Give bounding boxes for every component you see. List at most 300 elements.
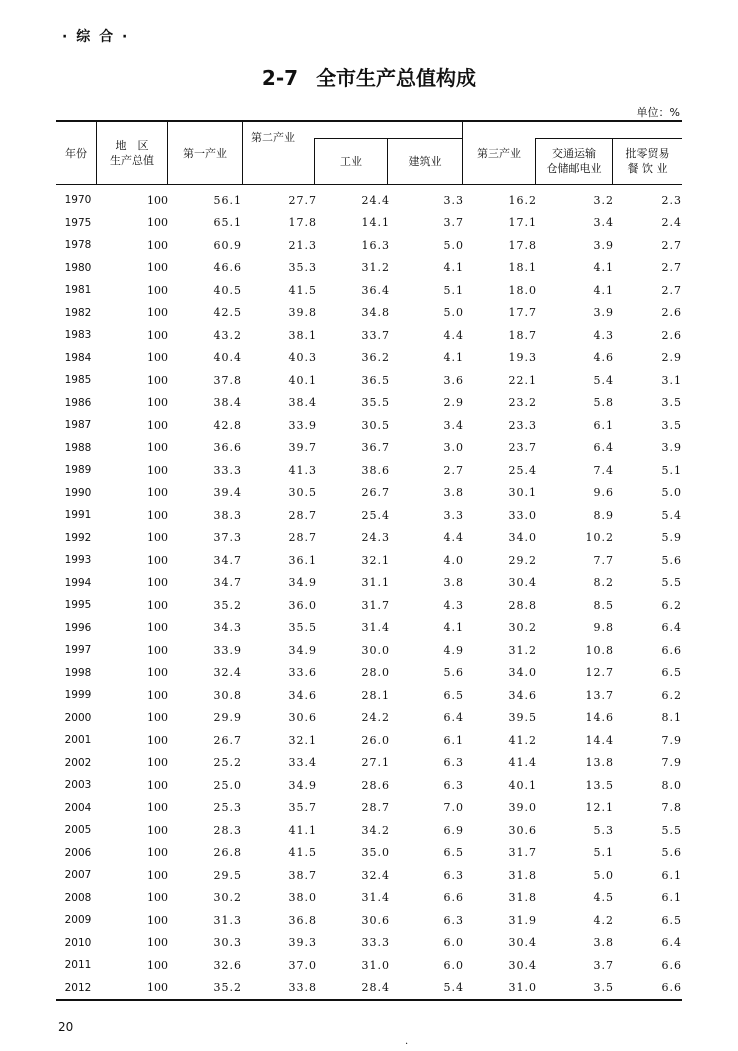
cell-tertiary: 30.4 [508, 958, 537, 972]
table-row [56, 257, 682, 280]
cell-industry: 35.0 [361, 846, 390, 860]
cell-gdp: 100 [147, 981, 168, 995]
cell-trade: 7.9 [661, 756, 682, 770]
table-row [56, 189, 682, 212]
cell-industry: 31.4 [361, 891, 390, 905]
cell-tertiary: 34.0 [508, 666, 537, 680]
cell-trade: 2.7 [661, 238, 682, 252]
cell-construction: 4.0 [443, 553, 464, 567]
header-transport-line2: 仓储邮电业 [546, 162, 602, 175]
cell-tertiary: 17.7 [508, 306, 537, 320]
cell-construction: 6.3 [443, 778, 464, 792]
cell-year: 1993 [64, 554, 92, 567]
cell-year: 1984 [64, 351, 92, 364]
cell-gdp: 100 [147, 823, 168, 837]
cell-industry: 28.6 [361, 778, 390, 792]
cell-year: 2010 [64, 936, 92, 949]
cell-tertiary: 18.7 [508, 328, 537, 342]
cell-tertiary: 40.1 [508, 778, 537, 792]
cell-secondary: 27.7 [288, 193, 317, 207]
cell-transport: 4.1 [593, 283, 614, 297]
cell-primary: 32.6 [213, 958, 242, 972]
cell-transport: 5.1 [593, 846, 614, 860]
cell-primary: 28.3 [213, 823, 242, 837]
cell-industry: 28.1 [361, 688, 390, 702]
cell-transport: 13.5 [585, 778, 614, 792]
cell-secondary: 28.7 [288, 508, 317, 522]
cell-primary: 36.6 [213, 441, 242, 455]
cell-trade: 6.6 [661, 643, 682, 657]
cell-tertiary: 19.3 [508, 351, 537, 365]
header-transport-line1: 交通运输 [552, 147, 596, 160]
cell-construction: 6.9 [443, 823, 464, 837]
cell-trade: 5.5 [661, 576, 682, 590]
cell-year: 1978 [64, 239, 92, 252]
cell-industry: 36.5 [361, 373, 390, 387]
cell-primary: 39.4 [213, 486, 242, 500]
cell-secondary: 35.5 [288, 621, 317, 635]
header-secondary: 第二产业 [251, 131, 295, 144]
cell-industry: 24.2 [361, 711, 390, 725]
table-row [56, 684, 682, 707]
cell-primary: 25.0 [213, 778, 242, 792]
table-row [56, 707, 682, 730]
cell-construction: 6.5 [443, 688, 464, 702]
data-table [56, 120, 682, 1001]
cell-primary: 31.3 [213, 913, 242, 927]
header-gdp [97, 122, 167, 184]
cell-industry: 24.3 [361, 531, 390, 545]
cell-year: 2006 [64, 846, 92, 859]
cell-secondary: 34.6 [288, 688, 317, 702]
cell-tertiary: 18.0 [508, 283, 537, 297]
cell-gdp: 100 [147, 418, 168, 432]
cell-tertiary: 34.0 [508, 531, 537, 545]
cell-transport: 12.1 [585, 801, 614, 815]
cell-secondary: 36.0 [288, 598, 317, 612]
cell-tertiary: 22.1 [508, 373, 537, 387]
table-number: 2-7 [261, 66, 299, 90]
cell-trade: 6.5 [661, 666, 682, 680]
cell-secondary: 33.6 [288, 666, 317, 680]
cell-primary: 34.7 [213, 553, 242, 567]
cell-transport: 5.8 [593, 396, 614, 410]
cell-secondary: 17.8 [288, 216, 317, 230]
cell-tertiary: 18.1 [508, 261, 537, 275]
table-row [56, 437, 682, 460]
cell-gdp: 100 [147, 553, 168, 567]
cell-gdp: 100 [147, 958, 168, 972]
cell-year: 1995 [64, 599, 92, 612]
table-row [56, 909, 682, 932]
cell-construction: 4.4 [443, 328, 464, 342]
cell-gdp: 100 [147, 621, 168, 635]
cell-trade: 3.5 [661, 396, 682, 410]
cell-tertiary: 33.0 [508, 508, 537, 522]
cell-construction: 3.6 [443, 373, 464, 387]
cell-year: 1991 [64, 509, 92, 522]
table-row [56, 414, 682, 437]
cell-transport: 7.7 [593, 553, 614, 567]
cell-gdp: 100 [147, 373, 168, 387]
table-row [56, 212, 682, 235]
header-trade-line1: 批零贸易 [625, 147, 670, 160]
cell-tertiary: 30.2 [508, 621, 537, 635]
cell-primary: 32.4 [213, 666, 242, 680]
cell-primary: 29.9 [213, 711, 242, 725]
cell-transport: 4.5 [593, 891, 614, 905]
cell-tertiary: 41.4 [508, 756, 537, 770]
cell-gdp: 100 [147, 711, 168, 725]
cell-construction: 6.3 [443, 913, 464, 927]
cell-trade: 8.1 [661, 711, 682, 725]
cell-primary: 26.7 [213, 733, 242, 747]
cell-transport: 8.2 [593, 576, 614, 590]
cell-year: 1992 [64, 531, 92, 544]
cell-transport: 5.4 [593, 373, 614, 387]
cell-secondary: 41.5 [288, 283, 317, 297]
cell-primary: 42.8 [213, 418, 242, 432]
table-row [56, 864, 682, 887]
cell-transport: 3.4 [593, 216, 614, 230]
cell-transport: 5.3 [593, 823, 614, 837]
table-body [56, 185, 682, 999]
header-gdp-line2: 生产总值 [110, 154, 154, 167]
cell-industry: 30.6 [361, 913, 390, 927]
cell-trade: 5.4 [661, 508, 682, 522]
table-row [56, 369, 682, 392]
cell-transport: 13.8 [585, 756, 614, 770]
cell-tertiary: 23.3 [508, 418, 537, 432]
table-header [56, 120, 682, 185]
cell-transport: 3.7 [593, 958, 614, 972]
table-row [56, 977, 682, 1000]
table-row [56, 504, 682, 527]
cell-transport: 8.9 [593, 508, 614, 522]
page-number: 20 [58, 1020, 74, 1034]
cell-gdp: 100 [147, 868, 168, 882]
cell-construction: 5.0 [443, 238, 464, 252]
cell-tertiary: 25.4 [508, 463, 537, 477]
cell-secondary: 34.9 [288, 643, 317, 657]
cell-construction: 4.1 [443, 351, 464, 365]
cell-industry: 26.0 [361, 733, 390, 747]
cell-year: 1987 [64, 419, 92, 432]
table-row [56, 594, 682, 617]
cell-construction: 6.3 [443, 868, 464, 882]
cell-primary: 40.5 [213, 283, 242, 297]
cell-industry: 31.7 [361, 598, 390, 612]
cell-year: 2001 [64, 734, 92, 747]
cell-transport: 6.4 [593, 441, 614, 455]
cell-secondary: 37.0 [288, 958, 317, 972]
cell-year: 1983 [64, 329, 92, 342]
cell-gdp: 100 [147, 396, 168, 410]
cell-industry: 33.7 [361, 328, 390, 342]
cell-secondary: 34.9 [288, 778, 317, 792]
cell-industry: 32.4 [361, 868, 390, 882]
table-row [56, 279, 682, 302]
cell-tertiary: 29.2 [508, 553, 537, 567]
cell-industry: 31.4 [361, 621, 390, 635]
cell-gdp: 100 [147, 891, 168, 905]
cell-transport: 4.6 [593, 351, 614, 365]
cell-construction: 3.3 [443, 508, 464, 522]
cell-trade: 2.9 [661, 351, 682, 365]
cell-year: 1970 [64, 194, 92, 207]
cell-construction: 5.1 [443, 283, 464, 297]
cell-gdp: 100 [147, 801, 168, 815]
table-row [56, 302, 682, 325]
cell-tertiary: 16.2 [508, 193, 537, 207]
cell-transport: 10.2 [585, 531, 614, 545]
cell-gdp: 100 [147, 486, 168, 500]
cell-primary: 34.7 [213, 576, 242, 590]
cell-trade: 3.9 [661, 441, 682, 455]
cell-year: 1989 [64, 464, 92, 477]
cell-gdp: 100 [147, 351, 168, 365]
cell-gdp: 100 [147, 238, 168, 252]
cell-gdp: 100 [147, 576, 168, 590]
table-row [56, 572, 682, 595]
table-row [56, 639, 682, 662]
table-row [56, 482, 682, 505]
cell-transport: 4.3 [593, 328, 614, 342]
cell-transport: 5.0 [593, 868, 614, 882]
cell-trade: 8.0 [661, 778, 682, 792]
cell-transport: 3.5 [593, 981, 614, 995]
cell-secondary: 36.8 [288, 913, 317, 927]
cell-trade: 6.4 [661, 936, 682, 950]
cell-construction: 6.0 [443, 958, 464, 972]
table-row [56, 774, 682, 797]
cell-transport: 3.9 [593, 306, 614, 320]
cell-gdp: 100 [147, 306, 168, 320]
cell-construction: 6.5 [443, 846, 464, 860]
cell-construction: 4.9 [443, 643, 464, 657]
cell-transport: 3.8 [593, 936, 614, 950]
cell-secondary: 35.7 [288, 801, 317, 815]
cell-tertiary: 39.0 [508, 801, 537, 815]
cell-secondary: 33.8 [288, 981, 317, 995]
cell-tertiary: 31.8 [508, 891, 537, 905]
cell-primary: 30.3 [213, 936, 242, 950]
cell-trade: 6.1 [661, 868, 682, 882]
cell-industry: 14.1 [361, 216, 390, 230]
cell-tertiary: 30.1 [508, 486, 537, 500]
cell-construction: 6.1 [443, 733, 464, 747]
cell-gdp: 100 [147, 846, 168, 860]
cell-primary: 56.1 [213, 193, 242, 207]
cell-gdp: 100 [147, 441, 168, 455]
cell-tertiary: 23.2 [508, 396, 537, 410]
cell-tertiary: 39.5 [508, 711, 537, 725]
cell-industry: 36.2 [361, 351, 390, 365]
cell-year: 1996 [64, 621, 92, 634]
cell-trade: 5.6 [661, 846, 682, 860]
table-row [56, 234, 682, 257]
header-trade [613, 138, 682, 184]
cell-year: 1988 [64, 441, 92, 454]
cell-gdp: 100 [147, 531, 168, 545]
cell-industry: 28.4 [361, 981, 390, 995]
cell-construction: 5.6 [443, 666, 464, 680]
table-row [56, 662, 682, 685]
cell-secondary: 39.3 [288, 936, 317, 950]
cell-trade: 6.2 [661, 598, 682, 612]
cell-tertiary: 31.8 [508, 868, 537, 882]
cell-trade: 7.9 [661, 733, 682, 747]
cell-primary: 30.2 [213, 891, 242, 905]
cell-secondary: 40.1 [288, 373, 317, 387]
cell-construction: 7.0 [443, 801, 464, 815]
cell-tertiary: 31.7 [508, 846, 537, 860]
cell-construction: 6.6 [443, 891, 464, 905]
cell-trade: 3.1 [661, 373, 682, 387]
table-row [56, 324, 682, 347]
header-transport [536, 138, 612, 184]
cell-gdp: 100 [147, 688, 168, 702]
cell-construction: 5.0 [443, 306, 464, 320]
cell-primary: 37.3 [213, 531, 242, 545]
cell-primary: 30.8 [213, 688, 242, 702]
header-year: 年份 [65, 146, 87, 160]
header-primary: 第一产业 [183, 146, 227, 160]
table-title: 全市生产总值构成 [316, 66, 477, 90]
cell-secondary: 30.5 [288, 486, 317, 500]
cell-primary: 25.3 [213, 801, 242, 815]
cell-primary: 46.6 [213, 261, 242, 275]
cell-secondary: 34.9 [288, 576, 317, 590]
cell-transport: 7.4 [593, 463, 614, 477]
cell-year: 2009 [64, 914, 92, 927]
cell-trade: 5.5 [661, 823, 682, 837]
cell-primary: 26.8 [213, 846, 242, 860]
cell-industry: 36.7 [361, 441, 390, 455]
cell-primary: 34.3 [213, 621, 242, 635]
cell-primary: 65.1 [213, 216, 242, 230]
cell-transport: 13.7 [585, 688, 614, 702]
cell-transport: 14.6 [585, 711, 614, 725]
cell-industry: 16.3 [361, 238, 390, 252]
cell-transport: 10.8 [585, 643, 614, 657]
header-gdp-line1: 地 区 [115, 139, 149, 152]
cell-gdp: 100 [147, 666, 168, 680]
cell-trade: 6.6 [661, 958, 682, 972]
cell-trade: 2.3 [661, 193, 682, 207]
cell-industry: 30.0 [361, 643, 390, 657]
cell-secondary: 41.5 [288, 846, 317, 860]
cell-industry: 33.3 [361, 936, 390, 950]
cell-industry: 32.1 [361, 553, 390, 567]
page-title [0, 62, 738, 91]
cell-year: 2012 [64, 981, 92, 994]
cell-year: 1998 [64, 666, 92, 679]
cell-transport: 12.7 [585, 666, 614, 680]
cell-year: 1997 [64, 644, 92, 657]
cell-secondary: 33.4 [288, 756, 317, 770]
cell-year: 2011 [64, 959, 92, 972]
cell-secondary: 39.7 [288, 441, 317, 455]
cell-construction: 6.3 [443, 756, 464, 770]
cell-secondary: 36.1 [288, 553, 317, 567]
cell-gdp: 100 [147, 733, 168, 747]
cell-primary: 25.2 [213, 756, 242, 770]
cell-gdp: 100 [147, 778, 168, 792]
cell-secondary: 38.7 [288, 868, 317, 882]
cell-year: 1975 [64, 216, 92, 229]
cell-gdp: 100 [147, 598, 168, 612]
cell-gdp: 100 [147, 283, 168, 297]
cell-industry: 30.5 [361, 418, 390, 432]
cell-gdp: 100 [147, 756, 168, 770]
cell-year: 2005 [64, 824, 92, 837]
cell-industry: 31.0 [361, 958, 390, 972]
cell-year: 2008 [64, 891, 92, 904]
table-row [56, 752, 682, 775]
table-row [56, 842, 682, 865]
cell-primary: 29.5 [213, 868, 242, 882]
cell-secondary: 38.4 [288, 396, 317, 410]
table-bottom-rule [56, 999, 682, 1001]
cell-primary: 38.3 [213, 508, 242, 522]
cell-tertiary: 30.6 [508, 823, 537, 837]
cell-construction: 4.3 [443, 598, 464, 612]
cell-tertiary: 31.9 [508, 913, 537, 927]
table-row [56, 549, 682, 572]
cell-primary: 40.4 [213, 351, 242, 365]
cell-transport: 3.2 [593, 193, 614, 207]
cell-construction: 3.4 [443, 418, 464, 432]
table-row [56, 954, 682, 977]
cell-construction: 4.4 [443, 531, 464, 545]
cell-year: 2002 [64, 756, 92, 769]
table-row [56, 392, 682, 415]
cell-construction: 3.7 [443, 216, 464, 230]
cell-secondary: 28.7 [288, 531, 317, 545]
cell-trade: 5.0 [661, 486, 682, 500]
cell-industry: 25.4 [361, 508, 390, 522]
cell-transport: 8.5 [593, 598, 614, 612]
table-row [56, 797, 682, 820]
cell-industry: 31.1 [361, 576, 390, 590]
cell-primary: 33.3 [213, 463, 242, 477]
cell-industry: 34.2 [361, 823, 390, 837]
cell-primary: 35.2 [213, 981, 242, 995]
cell-year: 1990 [64, 486, 92, 499]
cell-tertiary: 31.0 [508, 981, 537, 995]
cell-tertiary: 17.8 [508, 238, 537, 252]
table-row [56, 617, 682, 640]
cell-construction: 3.3 [443, 193, 464, 207]
cell-industry: 36.4 [361, 283, 390, 297]
cell-tertiary: 34.6 [508, 688, 537, 702]
cell-primary: 35.2 [213, 598, 242, 612]
cell-year: 1982 [64, 306, 92, 319]
table-row [56, 932, 682, 955]
cell-industry: 27.1 [361, 756, 390, 770]
cell-trade: 5.1 [661, 463, 682, 477]
header-trade-line2: 餐 饮 业 [627, 162, 668, 175]
cell-transport: 9.8 [593, 621, 614, 635]
cell-secondary: 33.9 [288, 418, 317, 432]
cell-year: 1981 [64, 284, 92, 297]
cell-secondary: 30.6 [288, 711, 317, 725]
cell-secondary: 32.1 [288, 733, 317, 747]
cell-secondary: 41.3 [288, 463, 317, 477]
cell-transport: 4.1 [593, 261, 614, 275]
cell-construction: 6.4 [443, 711, 464, 725]
